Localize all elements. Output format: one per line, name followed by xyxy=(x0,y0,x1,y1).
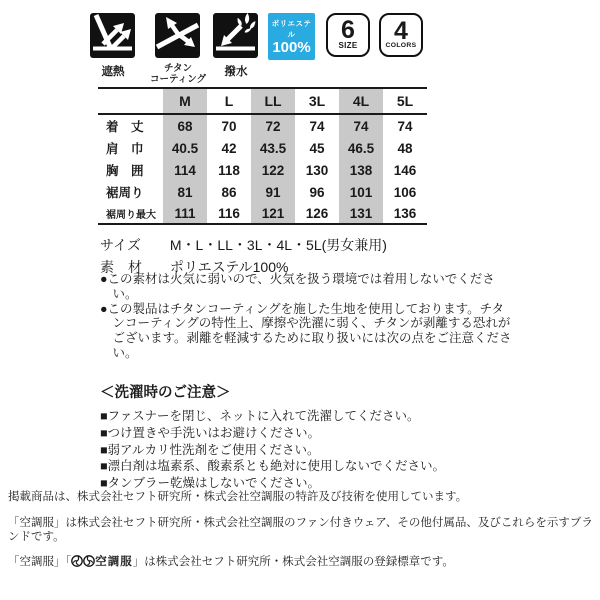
cell-value: 86 xyxy=(221,184,237,200)
washing-instructions xyxy=(100,381,520,492)
spec-material-label: 素 材 xyxy=(100,259,142,275)
cell-value: 46.5 xyxy=(339,137,383,159)
cell-value: 121 xyxy=(251,203,295,224)
size-count-number: 6 xyxy=(341,16,355,44)
col-header-l: L xyxy=(207,88,251,114)
cell-value: 131 xyxy=(339,203,383,224)
heat-shield-label: 遮熱 xyxy=(101,66,125,78)
cell-value: 111 xyxy=(163,203,207,224)
fan-logo-icon xyxy=(83,555,95,567)
cell-value: 68 xyxy=(163,114,207,137)
spec-material-value: ポリエステル100% xyxy=(169,259,289,275)
cell-value: 72 xyxy=(251,114,295,137)
cell-value: 126 xyxy=(305,205,329,221)
cell-value: 136 xyxy=(393,205,417,221)
fan-logo-icon xyxy=(71,555,83,567)
washing-list xyxy=(100,408,520,492)
table-row-hem xyxy=(98,181,427,203)
cell-value: 116 xyxy=(218,205,240,221)
table-corner-cell xyxy=(98,88,163,114)
cell-value: 101 xyxy=(339,181,383,203)
polyester-badge-text: ポリエステル xyxy=(271,18,312,39)
size-count-label: SIZE xyxy=(338,41,358,50)
material-notes xyxy=(100,272,516,361)
cell-value: 96 xyxy=(309,184,325,200)
cell-value: 74 xyxy=(339,114,383,137)
spec-size-value: M・L・LL・3L・4L・5L(男女兼用) xyxy=(169,237,387,253)
washing-item: ■タンブラー乾燥はしないでください。 xyxy=(100,476,321,491)
row-label: 着 丈 xyxy=(106,120,144,134)
washing-heading: ＜洗濯時のご注意＞ xyxy=(100,385,231,401)
col-header-3l: 3L xyxy=(295,88,339,114)
note-item: ●この素材は火気に弱いので、火気を扱う環境では着用しないでください。 xyxy=(100,272,495,301)
note-item: ●この製品はチタンコーティングを施した生地を使用しております。チタンコーティングの特性上、摩擦や洗濯に弱く、チタンが剥離する恐れがございます。剥離を軽減するために取り扱いには次の点をご注意ください。 xyxy=(100,301,512,360)
titanium-coating-icon xyxy=(155,13,200,58)
footer-line-trademark xyxy=(8,555,596,569)
colors-count-label: COLORS xyxy=(385,42,417,49)
size-spec-table xyxy=(98,87,427,225)
row-label: 胸 囲 xyxy=(106,164,144,178)
cell-value: 106 xyxy=(393,184,417,200)
trademark-prefix: 「空調服」「 xyxy=(8,556,72,568)
cell-value: 74 xyxy=(397,118,413,134)
cell-value: 81 xyxy=(163,181,207,203)
heat-shield-icon xyxy=(90,13,135,58)
titanium-label-line1: チタン xyxy=(163,63,193,74)
cell-value: 130 xyxy=(305,162,329,178)
cell-value: 43.5 xyxy=(251,137,295,159)
trademark-logo-text: 空調服 xyxy=(95,556,133,568)
washing-item: ■弱アルカリ性洗剤をご使用ください。 xyxy=(100,442,320,457)
colors-count-number: 4 xyxy=(394,17,408,45)
col-header-5l: 5L xyxy=(383,88,427,114)
table-row-body-length xyxy=(98,114,427,137)
titanium-label-line2: コーティング xyxy=(149,74,207,85)
col-header-m: M xyxy=(163,88,207,114)
washing-item: ■ファスナーを閉じ、ネットに入れて洗濯してください。 xyxy=(100,409,420,423)
cell-value: 74 xyxy=(309,118,325,134)
cell-value: 70 xyxy=(221,118,237,134)
cell-value: 138 xyxy=(339,159,383,181)
cell-value: 118 xyxy=(218,162,240,178)
cell-value: 146 xyxy=(393,162,417,178)
polyester-badge-percent: 100% xyxy=(272,38,311,56)
washing-item: ■漂白剤は塩素系、酸素系とも絶対に使用しないでください。 xyxy=(100,459,446,474)
legal-footer xyxy=(8,490,596,581)
footer-line-brand: 「空調服」は株式会社セフト研究所・株式会社空調服のファン付きウェア、その他付属品、及びこれらを示すブランドです。 xyxy=(8,516,593,543)
spec-size-label: サイズ xyxy=(100,237,141,253)
col-header-ll: LL xyxy=(251,88,295,114)
cell-value: 45 xyxy=(309,140,325,156)
spec-size-line xyxy=(100,234,387,256)
colors-count-badge xyxy=(379,13,423,57)
water-repellent-icon xyxy=(213,13,258,58)
polyester-100-badge xyxy=(268,13,315,60)
cell-value: 40.5 xyxy=(163,137,207,159)
table-row-shoulder-width xyxy=(98,137,427,159)
size-count-badge xyxy=(326,13,370,57)
cell-value: 122 xyxy=(251,159,295,181)
row-label: 裾周り最大 xyxy=(106,209,156,221)
table-header-row xyxy=(98,88,427,114)
table-row-chest xyxy=(98,159,427,181)
row-label: 肩 巾 xyxy=(106,142,144,156)
water-repellent-label: 撥水 xyxy=(224,66,248,78)
washing-item: ■つけ置きや手洗いはお避けください。 xyxy=(100,425,321,440)
col-header-4l: 4L xyxy=(339,88,383,114)
cell-value: 42 xyxy=(221,140,237,156)
cell-value: 114 xyxy=(163,159,207,181)
cell-value: 48 xyxy=(397,140,413,156)
table-row-hem-max xyxy=(98,203,427,224)
trademark-suffix: 」は株式会社セフト研究所・株式会社空調服の登録標章です。 xyxy=(132,556,454,568)
row-label: 裾周り xyxy=(106,186,144,200)
cell-value: 91 xyxy=(251,181,295,203)
footer-line-patent: 掲載商品は、株式会社セフト研究所・株式会社空調服の特許及び技術を使用しています。 xyxy=(8,491,468,503)
